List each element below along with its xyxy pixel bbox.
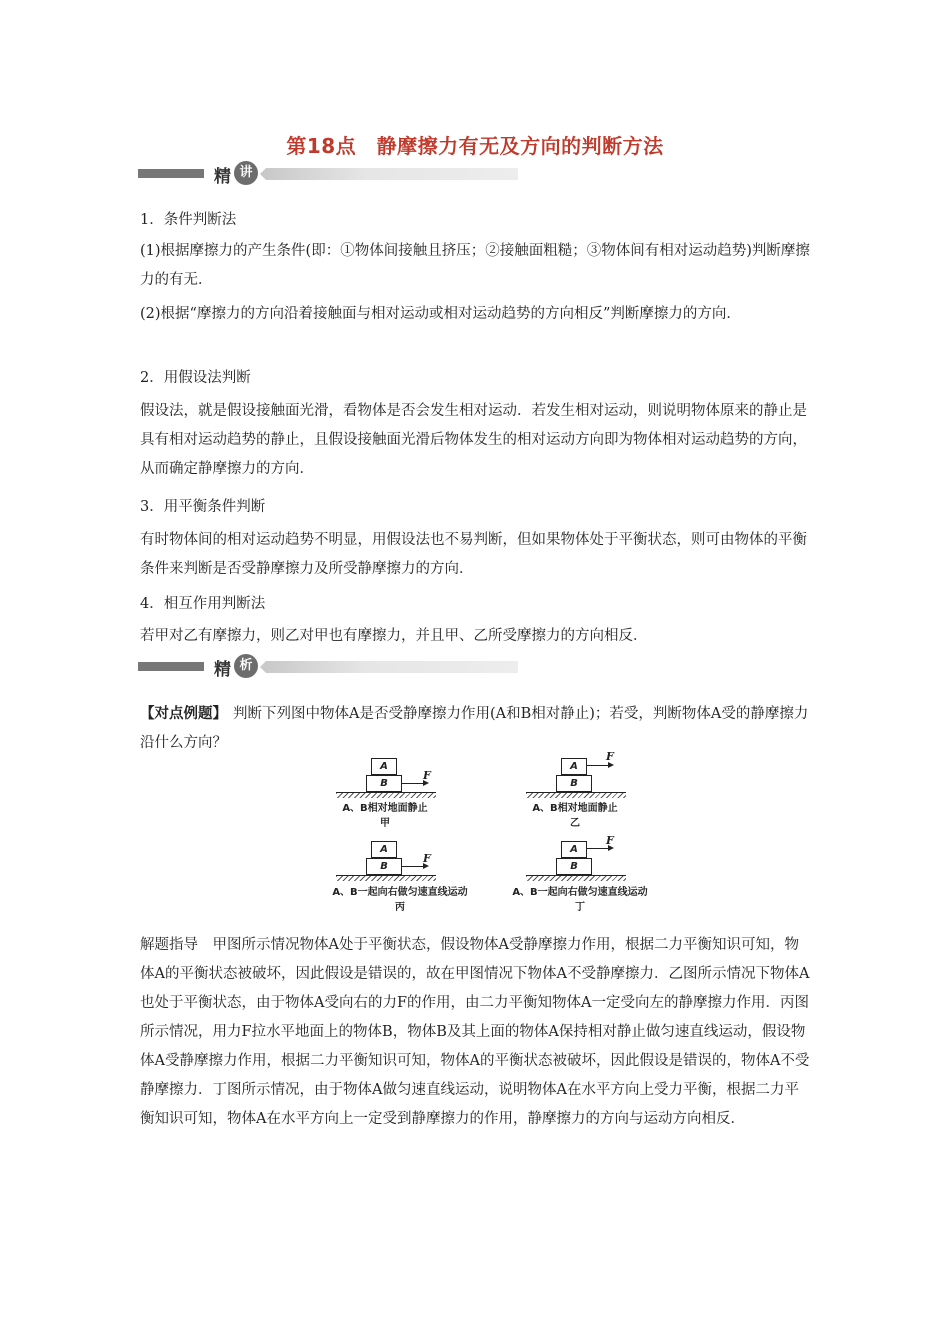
- block-a: A: [561, 758, 587, 775]
- banner-badge: 讲: [234, 161, 258, 185]
- force-arrow: [586, 765, 612, 766]
- example-question: [140, 699, 812, 758]
- figure-name: 丁: [575, 902, 585, 913]
- force-label: F: [606, 834, 614, 847]
- figure-caption: A、B一起向右做匀速直线运动: [332, 887, 468, 898]
- banner-stripe: [266, 168, 518, 180]
- block-b: B: [556, 775, 592, 792]
- heading-balance: 3．用平衡条件判断: [140, 499, 266, 515]
- ground-hatch: [526, 876, 626, 881]
- heading-condition: 1．条件判断法: [140, 212, 237, 228]
- diagram-jia: [290, 752, 480, 837]
- figure-name: 乙: [570, 818, 580, 829]
- paragraph-balance: 有时物体间的相对运动趋势不明显，用假设法也不易判断，但如果物体处于平衡状态，则可由物体的平衡条件来判断是否受静摩擦力及所受静摩擦力的方向．: [140, 532, 807, 577]
- paragraph-interaction: 若甲对乙有摩擦力，则乙对甲也有摩擦力，并且甲、乙所受摩擦力的方向相反．: [140, 628, 648, 644]
- paragraph-condition-2: (2)根据“摩擦力的方向沿着接触面与相对运动或相对运动趋势的方向相反”判断摩擦力的方向．: [140, 306, 741, 322]
- paragraph-condition-1: (1)根据摩擦力的产生条件(即：①物体间接触且挤压；②接触面粗糙；③物体间有相对运动趋势)判断摩擦力的有无．: [140, 243, 810, 288]
- force-arrow: [401, 866, 427, 867]
- force-label: F: [423, 852, 431, 865]
- banner-bar: [138, 169, 204, 178]
- diagram-figure: [290, 752, 670, 922]
- block-b: B: [366, 775, 402, 792]
- banner-bar: [138, 662, 204, 671]
- diagram-bing: [290, 837, 480, 922]
- force-arrow: [401, 783, 427, 784]
- banner-label: 精: [214, 660, 231, 680]
- diagram-ding: [470, 834, 660, 922]
- force-label: F: [606, 750, 614, 763]
- force-arrow: [586, 848, 612, 849]
- block-b: B: [556, 858, 592, 875]
- example-tag: 【对点例题】: [140, 705, 227, 722]
- page-title: 第18点 静摩擦力有无及方向的判断方法: [286, 134, 664, 158]
- banner-badge: 析: [234, 654, 258, 678]
- heading-assumption: 2．用假设法判断: [140, 370, 251, 386]
- figure-caption: A、B一起向右做匀速直线运动: [512, 887, 648, 898]
- block-a: A: [371, 758, 397, 775]
- ground-hatch: [336, 793, 436, 798]
- heading-interaction: 4．相互作用判断法: [140, 596, 266, 612]
- ground-hatch: [336, 876, 436, 881]
- diagram-yi: [470, 752, 660, 837]
- block-b: B: [366, 858, 402, 875]
- figure-caption: A、B相对地面静止: [532, 803, 618, 814]
- figure-caption: A、B相对地面静止: [342, 803, 428, 814]
- force-label: F: [423, 769, 431, 782]
- solution-paragraph: 解题指导 甲图所示情况物体A处于平衡状态，假设物体A受静摩擦力作用，根据二力平衡知识可知，物体A的平衡状态被破坏，因此假设是错误的，故在甲图情况下物体A不受静摩擦力．乙图所示情况下物体A也处于平衡状态，由于物体A受向右的力F的作用，由二力平衡知物体A一定受向左的静摩擦力作用．丙图所示情况，用力F拉水平地面上的物体B，物体B及其上面的物体A保持相对静止做匀速直线运动，假设物体A受静摩擦力作用，根据二力平衡知识可知，物体A的平衡状态被破坏，因此假设是错误的，物体A不受静摩擦力．丁图所示情况，由于物体A做匀速直线运动，说明物体A在水平方向上受力平衡，根据二力平衡知识可知，物体A在水平方向上一定受到静摩擦力的作用，静摩擦力的方向与运动方向相反．: [140, 937, 810, 1127]
- section-banner-jingxi: [138, 656, 518, 678]
- example-text: 判断下列图中物体A是否受静摩擦力作用(A和B相对静止)；若受，判断物体A受的静摩擦力沿什么方向？: [140, 706, 809, 751]
- section-banner-jingjiang: [138, 163, 518, 185]
- paragraph-assumption: 假设法，就是假设接触面光滑，看物体是否会发生相对运动．若发生相对运动，则说明物体原来的静止是具有相对运动趋势的静止，且假设接触面光滑后物体发生的相对运动方向即为物体相对运动趋势的方向，从而确定静摩擦力的方向．: [140, 403, 807, 477]
- banner-stripe: [266, 661, 518, 673]
- block-a: A: [561, 841, 587, 858]
- block-a: A: [371, 841, 397, 858]
- figure-name: 甲: [380, 818, 390, 829]
- figure-name: 丙: [395, 902, 405, 913]
- banner-label: 精: [214, 167, 231, 187]
- ground-hatch: [526, 793, 626, 798]
